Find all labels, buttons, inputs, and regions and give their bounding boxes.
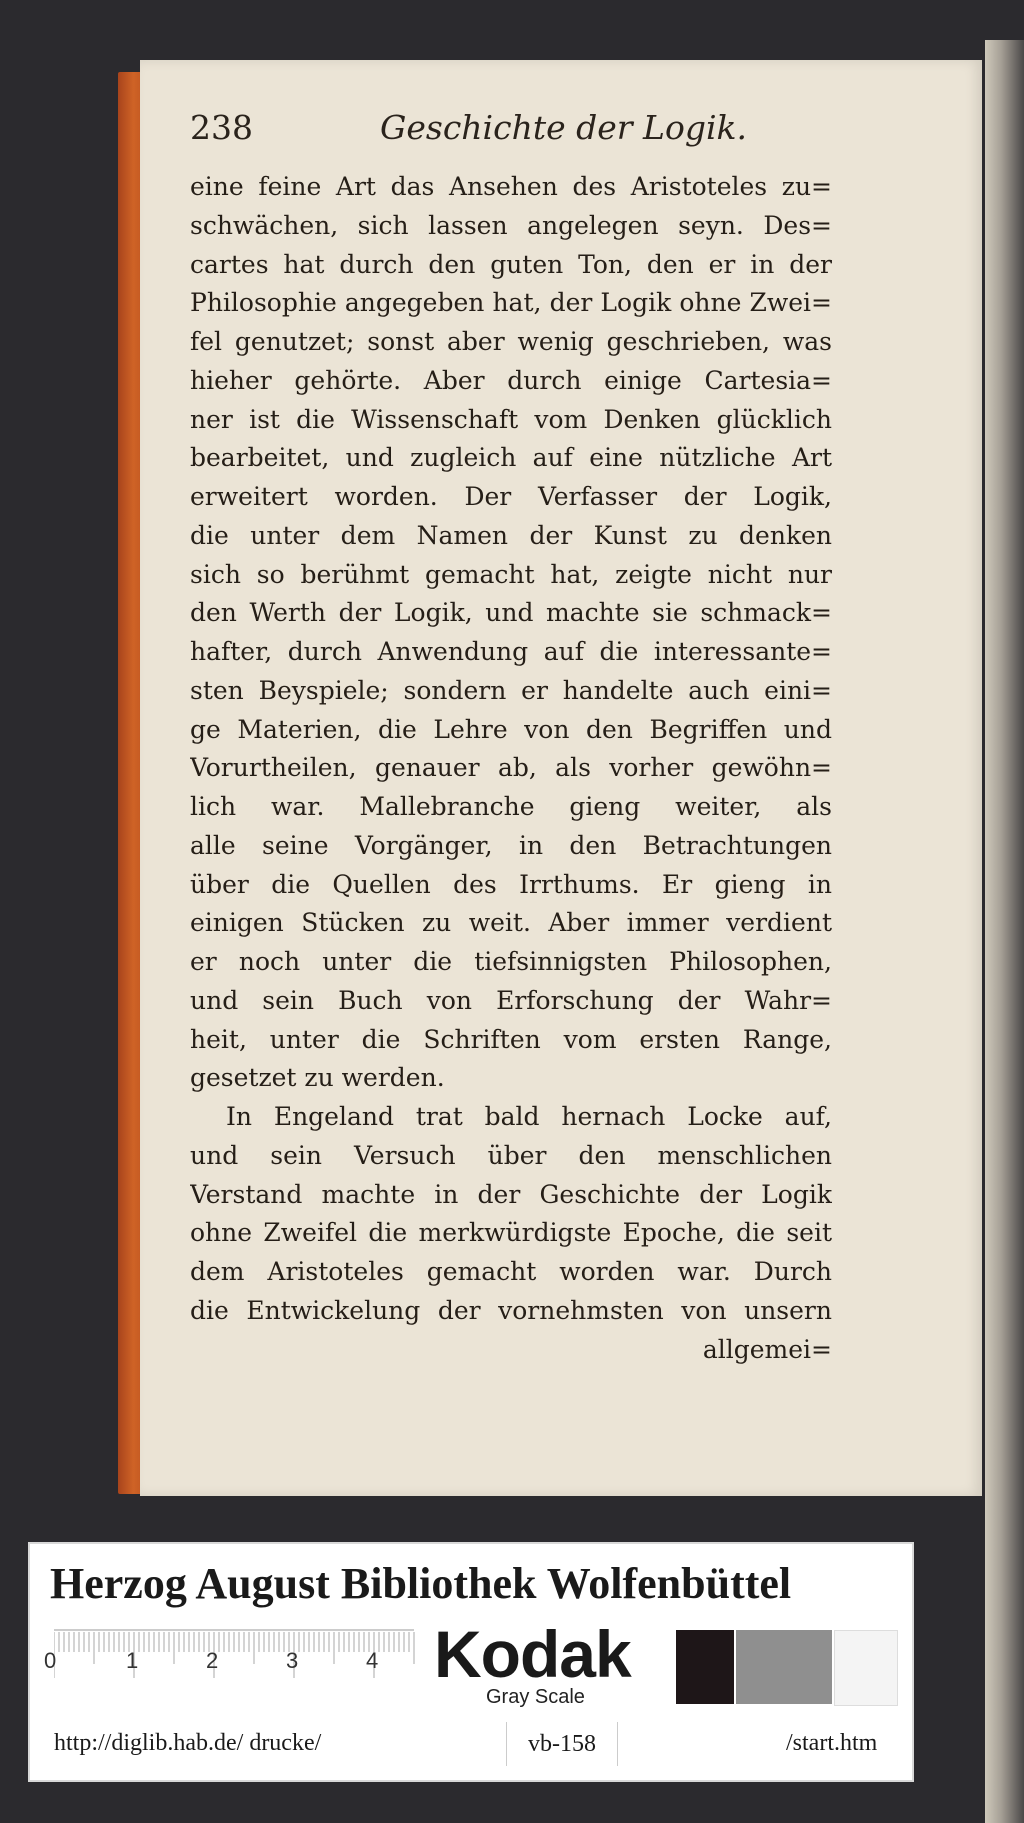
text-line: und sein Buch von Erforschung der Wahr=: [190, 985, 832, 1015]
gray-scale-label: Gray Scale: [486, 1686, 585, 1708]
text-line: die unter dem Namen der Kunst zu denken: [190, 520, 832, 550]
text-line: erweitert worden. Der Verfasser der Logik,: [190, 482, 832, 511]
gray-swatch: [736, 1630, 832, 1704]
text-line: Vorurtheilen, genauer ab, als vorher gewöhn=: [190, 753, 832, 783]
text-line: ge Materien, die Lehre von den Begriffen und: [190, 714, 832, 744]
text-line: dem Aristoteles gemacht worden war. Durch: [190, 1257, 832, 1286]
text-line: den Werth der Logik, und machte sie schmack=: [190, 598, 832, 628]
catchword: allgemei=: [702, 1334, 832, 1364]
text-line: fel genutzet; sonst aber wenig geschrieben, was: [190, 327, 832, 356]
ruler-number: 2: [206, 1648, 219, 1673]
white-swatch: [834, 1630, 898, 1706]
text-line: lich war. Mallebranche gieng weiter, als: [190, 792, 832, 821]
text-line: gesetzet zu werden.: [190, 1063, 445, 1093]
text-line: bearbeitet, und zugleich auf eine nützliche Art: [190, 443, 832, 473]
library-name: Herzog August Bibliothek Wolfenbüttel: [50, 1559, 792, 1608]
text-line: alle seine Vorgänger, in den Betrachtungen: [190, 830, 832, 860]
text-line: und sein Versuch über den menschlichen: [190, 1140, 832, 1170]
page-header: [190, 108, 820, 164]
url-right: /start.htm: [786, 1730, 878, 1756]
text-line: einigen Stücken zu weit. Aber immer verdient: [190, 908, 832, 938]
ruler-number: 3: [286, 1648, 299, 1673]
adjacent-page-edge: [985, 40, 1024, 1823]
page-number: 238: [190, 108, 253, 147]
text-line: ner ist die Wissenschaft vom Denken glücklich: [190, 404, 832, 434]
text-line: sten Beyspiele; sondern er handelte auch eini=: [190, 675, 832, 705]
text-line: hafter, durch Anwendung auf die interessante=: [190, 637, 832, 666]
text-line: über die Quellen des Irrthums. Er gieng in: [190, 869, 832, 899]
text-line: Philosophie angegeben hat, der Logik ohne Zwei=: [190, 288, 832, 318]
url-left: http://diglib.hab.de/ drucke/: [54, 1730, 322, 1756]
text-line: die Entwickelung der vornehmsten von unsern: [190, 1295, 832, 1325]
text-line: er noch unter die tiefsinnigsten Philosophen,: [190, 947, 832, 976]
text-line: heit, unter die Schriften vom ersten Range,: [190, 1024, 832, 1054]
call-number: vb-158: [506, 1722, 618, 1766]
ruler-number: 4: [366, 1648, 379, 1673]
text-line: schwächen, sich lassen angelegen seyn. Des=: [190, 210, 832, 240]
text-line: Verstand machte in der Geschichte der Logik: [190, 1179, 832, 1209]
running-title: Geschichte der Logik.: [380, 108, 747, 147]
text-line: In Engeland trat bald hernach Locke auf,: [226, 1102, 832, 1131]
text-line: eine feine Art das Ansehen des Aristoteles zu=: [190, 172, 832, 201]
black-swatch: [676, 1630, 734, 1704]
text-line: cartes hat durch den guten Ton, den er in der: [190, 249, 832, 279]
text-line: hieher gehörte. Aber durch einige Cartesia=: [190, 365, 832, 395]
body-text: [190, 168, 832, 1369]
text-line: ohne Zweifel die merkwürdigste Epoche, die seit: [190, 1218, 832, 1248]
library-color-bar: [28, 1542, 914, 1782]
text-line: sich so berühmt gemacht hat, zeigte nicht nur: [190, 559, 832, 589]
ruler-number: 1: [126, 1648, 139, 1673]
ruler-number: 0: [44, 1648, 57, 1673]
kodak-logo: Kodak: [434, 1617, 631, 1691]
